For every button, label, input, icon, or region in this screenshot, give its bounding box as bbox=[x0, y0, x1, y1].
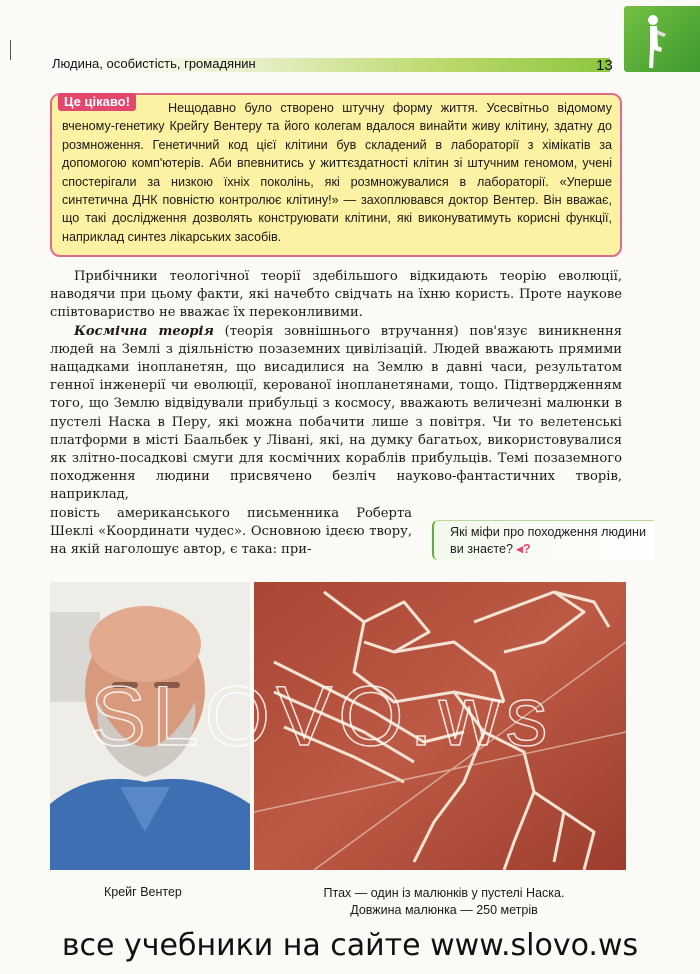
site-footer-banner: все учебники на сайте www.slovo.ws bbox=[61, 928, 639, 963]
section-corner-tab bbox=[624, 6, 700, 72]
portrait-image bbox=[50, 582, 250, 870]
fact-box-text: Нещодавно було створено штучну форму життя. Усесвітньо відомому вченому-генетику Крейгу Вентеру та його колегам вдалося винайти живу клітину, здатну до розмноження. Генетичний код цієї клітини був складений в лабораторії з хімікатів за допомогою комп'ютерів. Аби впевнитись у життєздатності клітин зі штучним геномом, учені спостерігали за низкою їхніх поколінь, які розмножувалися в лабораторії. «Уперше синтетична ДНК повністю контролює клітину!» — захоплювався доктор Вентер. Він вважає, що такі дослідження дозволять конструювати клітини, які виконуватимуть корисні функції, наприклад синтез лікарських засобів. bbox=[62, 101, 612, 244]
fact-box bbox=[50, 93, 622, 257]
main-text bbox=[50, 268, 622, 559]
nazca-photo bbox=[254, 582, 626, 870]
term-cosmic-theory: Космічна теорія bbox=[74, 323, 214, 339]
running-header-title: Людина, особистість, громадянин bbox=[52, 56, 256, 71]
question-mark-icon: ◂? bbox=[516, 542, 531, 556]
portrait-photo bbox=[50, 582, 250, 870]
question-text: Які міфи про походження людини ви знаєте? bbox=[450, 525, 647, 556]
thinker-figure-icon bbox=[640, 12, 670, 70]
nazca-bird-image bbox=[254, 582, 626, 870]
fact-box-label: Це цікаво! bbox=[58, 93, 136, 111]
paragraph-cosmic-theory-tail: повість американського письменника Роберта Шеклі «Координати чудес». Основною ідеєю твору, на якій наголошує автор, є така: при- bbox=[50, 505, 412, 558]
paragraph-cosmic-theory bbox=[50, 323, 622, 505]
page-edge-rule bbox=[10, 40, 11, 60]
photo-caption: Крейг Вентер bbox=[104, 885, 182, 899]
nazca-caption-line-1: Птах — один із малюнків у пустелі Наска. bbox=[323, 886, 565, 900]
page-number: 13 bbox=[596, 57, 613, 74]
paragraph-cosmic-theory-text: (теорія зовнішнього втручання) пов'язує виникнення людей на Землі з діяльністю позаземних цивілізацій. Людей вважають прямими нащадками інопланетян, що висадилися на Землю в давні часи, результатом генної інженерії чи еволюції, керованої інопланетянами, тощо. Підтвердженням того, що Землю відвідували прибульці з космосу, вважають величезні малюнки в пустелі Наска в Перу, які можна побачити лише з повітря. Чи то велетенські платформи в місті Баальбек у Лівані, які, на думку багатьох, використовувалися як злітно-посадкові смуги для космічних кораблів прибульців. Темі позаземного походження людини присвячено безліч науково-фантастичних творів, наприклад, bbox=[50, 323, 622, 503]
question-callout bbox=[432, 520, 654, 560]
paragraph-theology: Прибічники теологічної теорії здебільшого відкидають теорію еволюції, наводячи при цьому факти, які начебто свідчать на їхню користь. Проте наукове співтовариство не вважає їх переконливими. bbox=[50, 269, 622, 321]
nazca-caption bbox=[294, 885, 594, 919]
nazca-caption-line-2: Довжина малюнка — 250 метрів bbox=[350, 903, 538, 917]
